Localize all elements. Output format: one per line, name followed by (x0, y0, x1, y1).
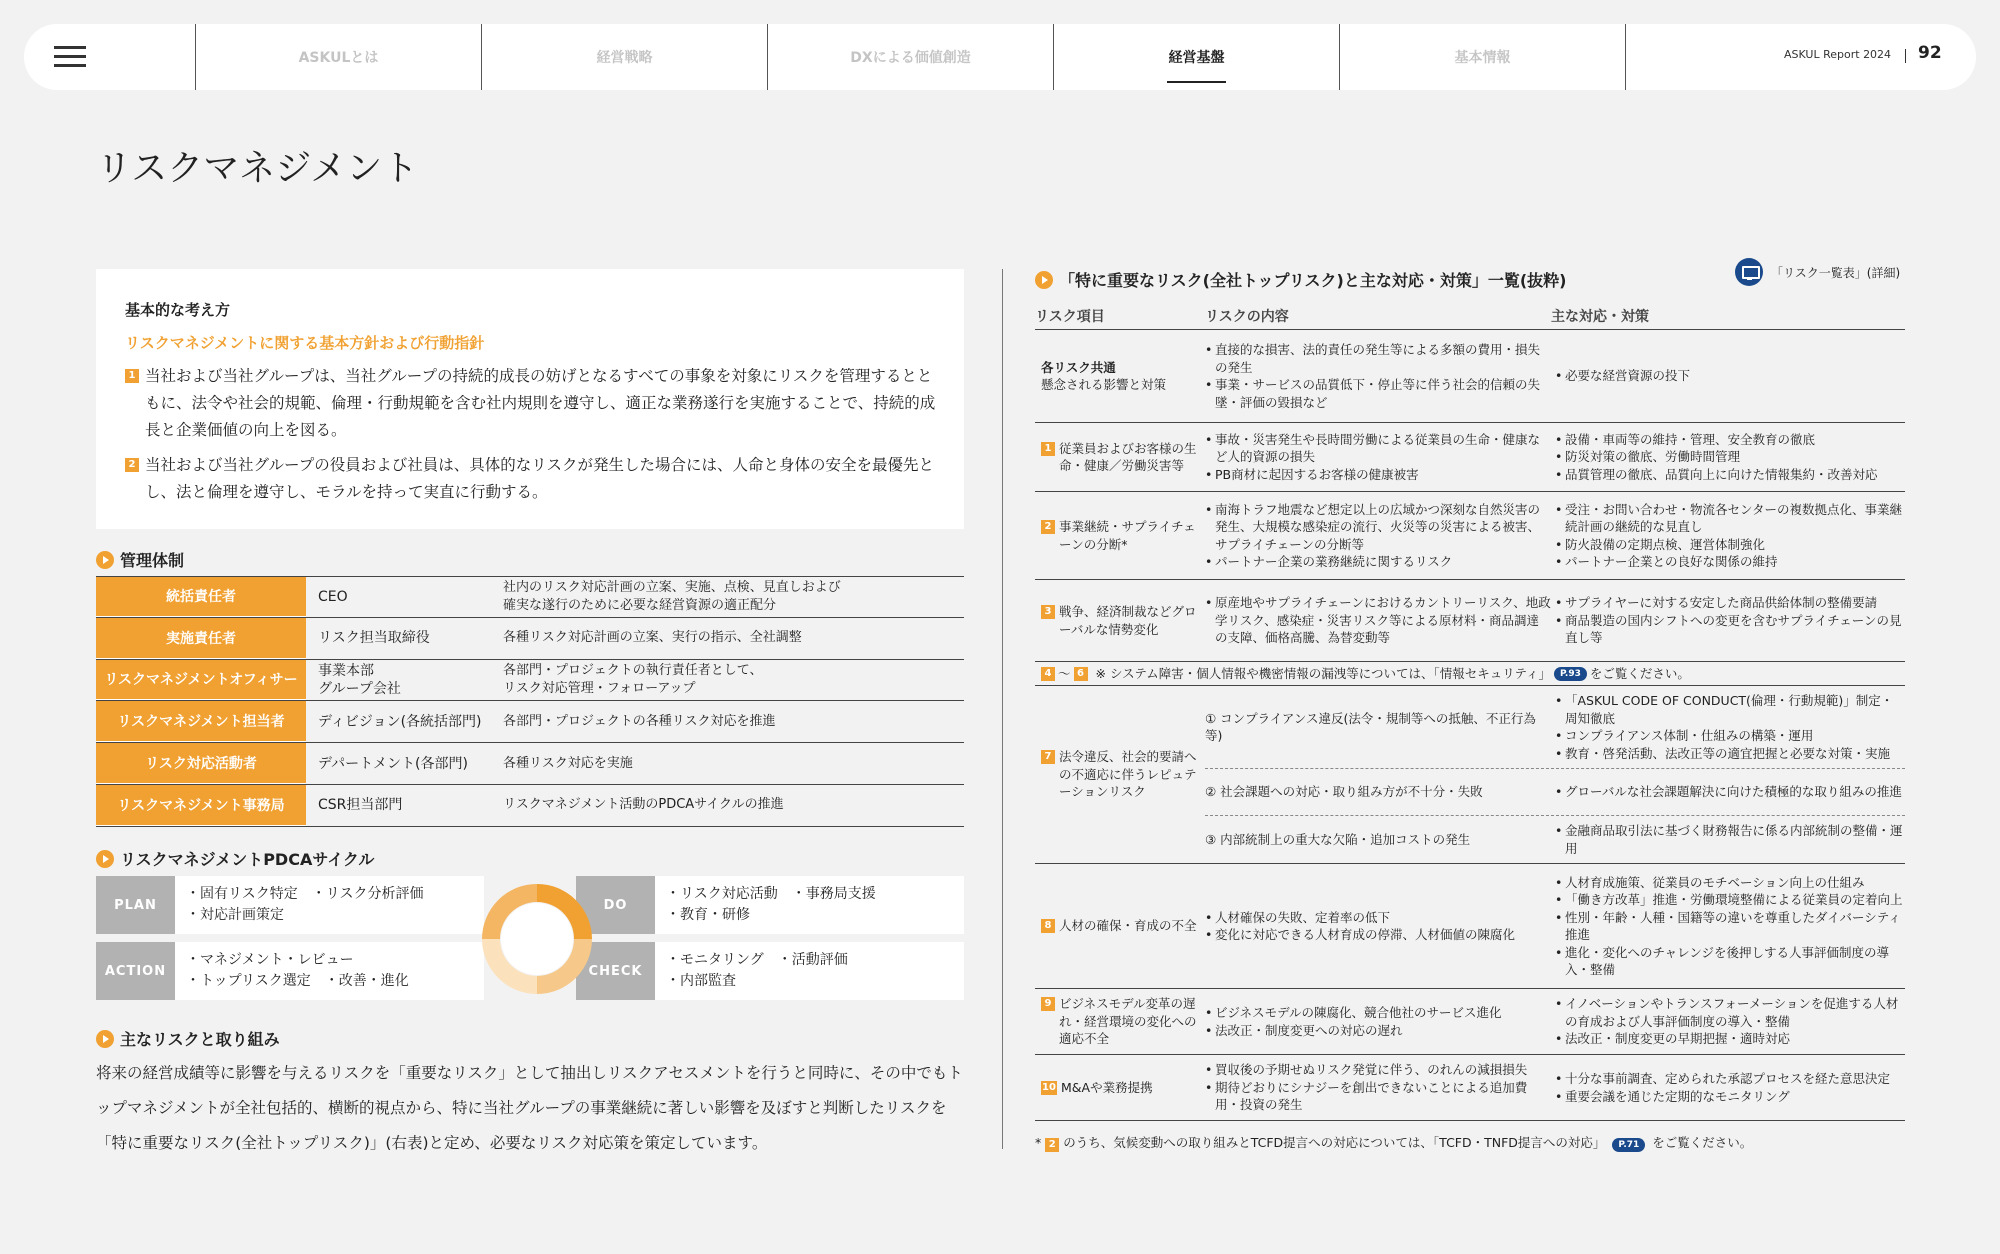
table-row (96, 660, 964, 702)
mgmt-section-heading: 管理体制 (96, 548, 184, 571)
header-separator (1905, 49, 1906, 63)
measure: • 「ASKUL CODE OF CONDUCT(倫理・行動規範)」制定・周知徹底 (1555, 692, 1905, 727)
number-badge: 1 (125, 369, 139, 383)
check-label: CHECK (576, 942, 655, 1000)
number-badge: 4 (1041, 667, 1055, 681)
risk-item: 従業員およびお客様の生命・健康／労働災害等 (1059, 440, 1197, 473)
basic-heading: 基本的な考え方 (125, 301, 231, 319)
note-text: ※ システム障害・個人情報や機密情報の漏洩等については、「情報セキュリティ」 (1095, 665, 1551, 681)
plan-label: PLAN (96, 876, 175, 934)
number-badge: 8 (1041, 919, 1055, 933)
pdca-diagram (96, 876, 964, 1000)
table-row (1035, 330, 1905, 423)
who-cell: デパートメント(各部門) (318, 755, 468, 772)
policy-text: 当社および当社グループの役員および社員は、具体的なリスクが発生した場合には、人命と身体の安全を最優先とし、法と倫理を遵守し、モラルを持って実直に行動する。 (145, 456, 934, 501)
role-cell: リスクマネジメント事務局 (96, 785, 306, 826)
nav-tab-basic-info[interactable]: 基本情報 (1339, 24, 1626, 90)
table-row (1035, 580, 1905, 662)
measure: • 進化・変化へのチャレンジを後押しする人事評価制度の導入・整備 (1555, 944, 1905, 979)
risk-content: • 期待どおりにシナジーを創出できないことによる追加費用・投資の発生 (1205, 1079, 1551, 1114)
measure: • 重要会議を通じた定期的なモニタリング (1555, 1088, 1905, 1106)
measure: • 「働き方改革」推進・労働環境整備による従業員の定着向上 (1555, 891, 1905, 909)
measure: • 十分な事前調査、定められた承認プロセスを経た意思決定 (1555, 1070, 1905, 1088)
measure: • 教育・啓発活動、法改正等の適宜把握と必要な対策・実施 (1555, 745, 1905, 763)
number-badge: 10 (1042, 1081, 1056, 1093)
table-row (1035, 864, 1905, 989)
monitor-icon (1735, 258, 1763, 286)
measure: • 人材育成施策、従業員のモチベーション向上の仕組み (1555, 874, 1905, 892)
number-badge: 3 (1041, 605, 1055, 619)
number-badge: 1 (1041, 442, 1055, 456)
sub-row (1205, 816, 1905, 863)
table-row (1035, 492, 1905, 580)
measure: • 防火設備の定期点検、運営体制強化 (1555, 536, 1905, 554)
nav-tab-dx[interactable]: DXによる価値創造 (767, 24, 1053, 90)
table-row (96, 743, 964, 785)
check-items: ・モニタリング ・活動評価 ・内部監査 (666, 952, 848, 989)
plan-items: ・固有リスク特定 ・リスク分析評価 ・対応計画策定 (186, 886, 424, 923)
basic-subheading: リスクマネジメントに関する基本方針および行動指針 (125, 334, 485, 352)
column-divider (1002, 269, 1003, 1149)
do-label: DO (576, 876, 655, 934)
risk-content: • ビジネスモデルの陳腐化、競合他社のサービス進化 (1205, 1004, 1551, 1022)
action-label: ACTION (96, 942, 175, 1000)
footnote-text: のうち、気候変動への取り組みとTCFD提言への対応については、「TCFD・TNFD提言への対応」 (1063, 1135, 1606, 1150)
risk-content: • 事業・サービスの品質低下・停止等に伴う社会的信頼の失墜・評価の毀損など (1205, 376, 1551, 411)
risk-content: • 人材確保の失敗、定着率の低下 (1205, 909, 1551, 927)
risk-content: • パートナー企業の業務継続に関するリスク (1205, 553, 1551, 571)
footnote-tail: をご覧ください。 (1652, 1135, 1753, 1150)
risk-content: ① コンプライアンス違反(法令・規制等への抵触、不正行為等) (1205, 710, 1536, 744)
play-icon (96, 551, 114, 569)
table-row (96, 785, 964, 827)
role-cell: リスク対応活動者 (96, 743, 306, 784)
hamburger-menu-icon[interactable] (54, 46, 86, 68)
number-badge: 7 (1041, 750, 1055, 764)
col-header: リスク項目 (1035, 309, 1105, 325)
table-row (96, 701, 964, 743)
measure: • イノベーションやトランスフォーメーションを促進する人材の育成および人事評価制度の導入・整備 (1555, 995, 1905, 1030)
nav-tab-askul[interactable]: ASKULとは (195, 24, 481, 90)
nav-tab-foundation[interactable]: 経営基盤 (1053, 24, 1339, 90)
sub-row (1205, 686, 1905, 769)
role-cell: 実施責任者 (96, 618, 306, 659)
desc-cell: リスクマネジメント活動のPDCAサイクルの推進 (503, 797, 784, 813)
risk-item: 戦争、経済制裁などグローバルな情勢変化 (1059, 604, 1197, 637)
desc-cell: 社内のリスク対応計画の立案、実施、点検、見直しおよび 確実な遂行のために必要な経営資源の適正配分 (503, 579, 841, 613)
play-icon (1035, 271, 1053, 289)
top-navigation-bar (24, 24, 1976, 90)
number-badge: 2 (1041, 520, 1055, 534)
desc-cell: 各種リスク対応を実施 (503, 755, 633, 771)
measure: • コンプライアンス体制・仕組みの構築・運用 (1555, 727, 1905, 745)
footnote (1035, 1133, 1752, 1152)
action-items: ・マネジメント・レビュー ・トップリスク選定 ・改善・進化 (186, 952, 409, 989)
page-number: 92 (1918, 43, 1942, 63)
play-icon (96, 850, 114, 868)
link-text: 「リスク一覧表」(詳細) (1771, 265, 1901, 280)
do-items: ・リスク対応活動 ・事務局支援 ・教育・研修 (666, 886, 876, 923)
table-row (1035, 686, 1905, 864)
page-ref-link[interactable]: P.71 (1612, 1138, 1645, 1152)
table-row (96, 618, 964, 660)
top-risk-table (1035, 306, 1905, 1121)
measure: • サプライヤーに対する安定した商品供給体制の整備要請 (1555, 594, 1905, 612)
risk-item: 法令違反、社会的要請への不適応に伴うレピュテーションリスク (1059, 749, 1197, 800)
col-header: リスクの内容 (1205, 309, 1289, 325)
risk-content: • 買収後の予期せぬリスク発覚に伴う、のれんの減損損失 (1205, 1061, 1551, 1079)
policy-item (125, 363, 936, 444)
measure: • 受注・お問い合わせ・物流各センターの複数拠点化、事業継続計画の継続的な見直し (1555, 501, 1905, 536)
desc-cell: 各部門・プロジェクトの執行責任者として、 リスク対応管理・フォローアップ (503, 662, 763, 696)
basic-policy-box (96, 269, 964, 529)
table-note-row: 4 ～ 6 ※ システム障害・個人情報や機密情報の漏洩等については、「情報セキュリティ」 P.93 をご覧ください。 (1035, 662, 1905, 686)
who-cell: CSR担当部門 (318, 797, 403, 814)
nav-tab-strategy[interactable]: 経営戦略 (481, 24, 767, 90)
risk-content: • 直接的な損害、法的責任の発生等による多額の費用・損失の発生 (1205, 341, 1551, 376)
risk-content: • PB商材に起因するお客様の健康被害 (1205, 466, 1551, 484)
measure: • 法改正・制度変更の早期把握・適時対応 (1555, 1030, 1905, 1048)
measure: • 必要な経営資源の投下 (1555, 367, 1905, 385)
risk-content: • 南海トラフ地震など想定以上の広域かつ深刻な自然災害の発生、大規模な感染症の流行、火災等の災害による被害、サプライチェーンの分断等 (1205, 501, 1551, 554)
measure: • グローバルな社会課題解決に向けた積極的な取り組みの推進 (1555, 783, 1905, 801)
who-cell: リスク担当取締役 (318, 630, 430, 647)
note-tail: をご覧ください。 (1589, 665, 1690, 681)
risk-content: • 原産地やサプライチェーンにおけるカントリーリスク、地政学リスク、感染症・災害リスク等による原材料・商品調達の支障、価格高騰、為替変動等 (1205, 594, 1551, 647)
policy-text: 当社および当社グループは、当社グループの持続的成長の妨げとなるすべての事象を対象にリスクを管理するとともに、法令や社会的規範、倫理・行動規範を含む社内規則を遵守し、適正な業務遂行を実施することで、持続的成長と企業価値の向上を図る。 (145, 367, 936, 439)
col-header: 主な対応・対策 (1551, 309, 1649, 325)
desc-cell: 各種リスク対応計画の立案、実行の指示、全社調整 (503, 630, 802, 646)
risk-content: ② 社会課題への対応・取り組み方が不十分・失敗 (1205, 784, 1483, 800)
policy-item (125, 452, 936, 506)
who-cell: 事業本部 グループ会社 (318, 662, 401, 697)
risk-item: 各リスク共通 (1041, 359, 1116, 375)
page-title: リスクマネジメント (96, 148, 419, 189)
report-name: ASKUL Report 2024 (1784, 48, 1892, 61)
risk-content: ③ 内部統制上の重大な欠陥・追加コストの発生 (1205, 831, 1471, 847)
measure: • 商品製造の国内シフトへの変更を含むサプライチェーンの見直し等 (1555, 612, 1905, 647)
sub-row (1205, 769, 1905, 816)
role-cell: 統括責任者 (96, 577, 306, 617)
risk-item: M&Aや業務提携 (1061, 1079, 1153, 1095)
measure: • 性別・年齢・人種・国籍等の違いを尊重したダイバーシティ推進 (1555, 909, 1905, 944)
who-cell: CEO (318, 588, 348, 605)
measure: • 防災対策の徹底、労働時間管理 (1555, 448, 1905, 466)
number-badge: 2 (125, 458, 139, 472)
who-cell: ディビジョン(各統括部門) (318, 713, 482, 730)
table-row (1035, 423, 1905, 492)
risk-content: • 法改正・制度変更への対応の遅れ (1205, 1022, 1551, 1040)
play-icon (96, 1030, 114, 1048)
measure: • 設備・車両等の維持・管理、安全教育の徹底 (1555, 431, 1905, 449)
risk-item: 事業継続・サプライチェーンの分断* (1059, 519, 1196, 552)
risk-item: ビジネスモデル変革の遅れ・経営環境の変化への適応不全 (1059, 996, 1197, 1047)
page-ref-link[interactable]: P.93 (1554, 667, 1587, 681)
role-cell: リスクマネジメント担当者 (96, 701, 306, 742)
measure: • パートナー企業との良好な関係の維持 (1555, 553, 1905, 571)
table-header (1035, 306, 1905, 330)
risk-content: • 変化に対応できる人材育成の停滞、人材価値の陳腐化 (1205, 926, 1551, 944)
number-badge: 2 (1045, 1138, 1059, 1152)
asterisk: * (1035, 1135, 1042, 1150)
number-badge: 9 (1041, 997, 1055, 1011)
role-cell: リスクマネジメントオフィサー (96, 660, 306, 701)
measure: • 品質管理の徹底、品質向上に向けた情報集約・改善対応 (1555, 466, 1905, 484)
risk-item-sub: 懸念される影響と対策 (1041, 377, 1167, 392)
measure: • 金融商品取引法に基づく財務報告に係る内部統制の整備・運用 (1555, 822, 1905, 857)
cycle-arrows-icon (476, 878, 598, 1000)
risk-content: • 事故・災害発生や長時間労働による従業員の生命・健康など人的資源の損失 (1205, 431, 1551, 466)
main-risk-text: 将来の経営成績等に影響を与えるリスクを「重要なリスク」として抽出しリスクアセスメントを行うと同時に、その中でもトップマネジメントが全社包括的、横断的視点から、特に当社グループの事業継続に著しい影響を及ぼすと判断したリスクを「特に重要なリスク(全社トップリスク)」(右表)と定め、必要なリスク対応策を策定しています。 (96, 1064, 963, 1152)
pdca-section-heading: リスクマネジメントPDCAサイクル (96, 847, 374, 870)
mgmt-table (96, 576, 964, 827)
table-row (1035, 989, 1905, 1055)
desc-cell: 各部門・プロジェクトの各種リスク対応を推進 (503, 713, 776, 729)
main-risk-section-heading: 主なリスクと取り組み (96, 1027, 280, 1050)
risk-table-title: 「特に重要なリスク(全社トップリスク)と主な対応・対策」一覧(抜粋) (1035, 268, 1567, 291)
risk-list-link[interactable] (1735, 258, 1900, 286)
table-row (96, 576, 964, 618)
number-badge: 6 (1074, 667, 1088, 681)
risk-item: 人材の確保・育成の不全 (1059, 918, 1197, 934)
table-row (1035, 1055, 1905, 1121)
